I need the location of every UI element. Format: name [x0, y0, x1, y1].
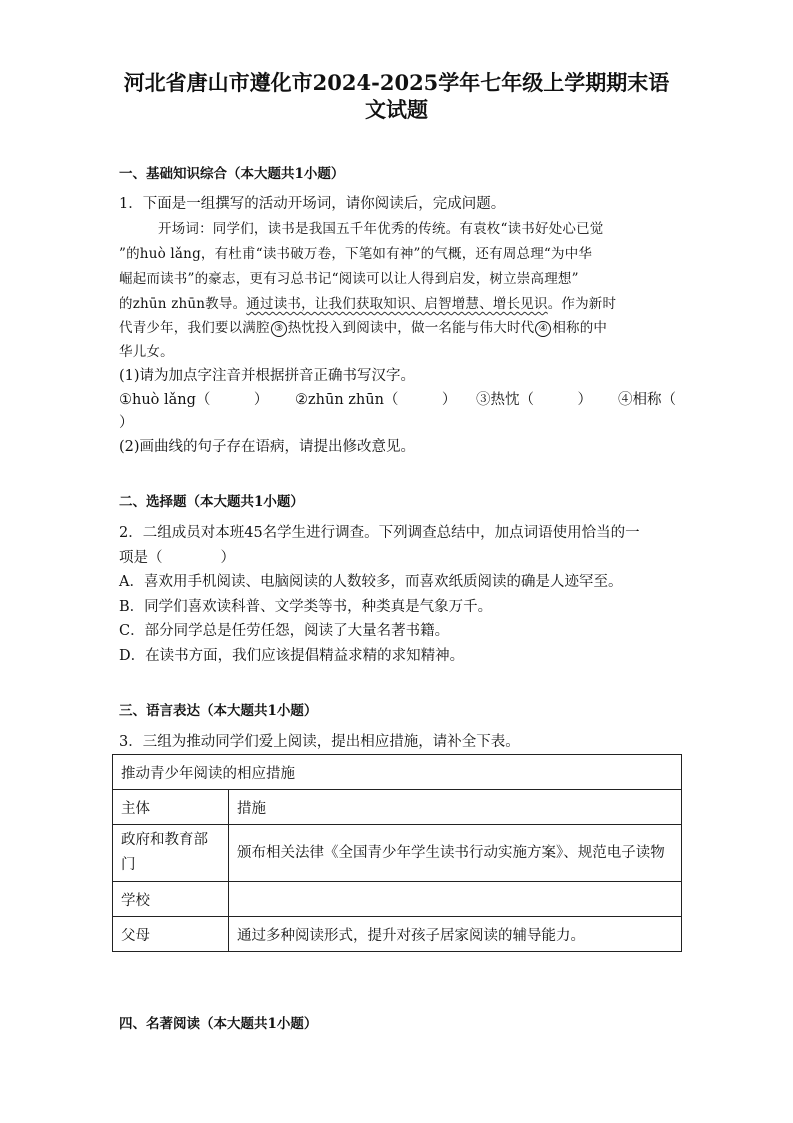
q1-passage-line: 开场词：同学们，读书是我国五千年优秀的传统。有袁枚“读书好处心已觉 [158, 221, 604, 237]
q1-passage-line: 华儿女。 [119, 344, 174, 360]
table-cell-measure: 通过多种阅读形式，提升对孩子居家阅读的辅导能力。 [229, 917, 682, 952]
doc-title-line2: 文试题 [365, 97, 428, 122]
section-heading-1: 一、基础知识综合（本大题共1小题） [119, 166, 345, 182]
q1-option-4: ④相称（ [618, 392, 676, 408]
q1-passage-line [119, 292, 616, 312]
table-cell-measure-blank [229, 882, 682, 917]
q1-passage-text: 的zhūn zhūn教导。 [119, 296, 247, 312]
table-cell-measure: 颁布相关法律《全国青少年学生读书行动实施方案》、规范电子读物 [229, 825, 682, 882]
q1-option-1: ①huò lǎng（ ） [119, 392, 269, 408]
circled-number-4: ④ [535, 321, 551, 337]
doc-title-line1: 河北省唐山市遵化市2024-2025学年七年级上学期期末语 [123, 70, 670, 95]
q2-stem: 项是（ ） [119, 550, 235, 566]
measures-table [112, 754, 682, 952]
table-cell-subject: 父母 [113, 917, 229, 952]
table-header-subject: 主体 [113, 790, 229, 825]
q2-option-c: C．部分同学总是任劳任怨，阅读了大量名著书籍。 [119, 623, 450, 639]
q1-passage-line: 崛起而读书”的豪志，更有习总书记“阅读可以让人得到启发，树立崇高理想” [119, 271, 579, 287]
section-heading-3: 三、语言表达（本大题共1小题） [119, 703, 318, 719]
q2-option-a: A．喜欢用手机阅读、电脑阅读的人数较多，而喜欢纸质阅读的确是人迹罕至。 [119, 574, 623, 590]
table-row [113, 882, 682, 917]
table-cell-subject: 学校 [113, 882, 229, 917]
q1-option-4-close: ） [119, 415, 134, 431]
section-heading-2: 二、选择题（本大题共1小题） [119, 494, 304, 510]
q2-stem: 2．二组成员对本班45名学生进行调查。下列调查总结中，加点词语使用恰当的一 [119, 525, 640, 541]
q3-stem: 3．三组为推动同学们爱上阅读，提出相应措施，请补全下表。 [119, 734, 520, 750]
section-heading-4: 四、名著阅读（本大题共1小题） [119, 1016, 318, 1032]
q1-stem: 1．下面是一组撰写的活动开场词，请你阅读后，完成问题。 [119, 196, 506, 212]
q2-option-b: B．同学们喜欢读科普、文学类等书，种类真是气象万千。 [119, 599, 493, 615]
table-cell-subject: 政府和教育部门 [113, 825, 229, 882]
q1-passage-line [119, 316, 607, 337]
q2-option-d: D．在读书方面，我们应该提倡精益求精的求知精神。 [119, 648, 465, 664]
q1-option-3: ③热忱（ ） [476, 392, 592, 408]
q1-option-2: ②zhūn zhūn（ ） [295, 392, 457, 408]
table-caption: 推动青少年阅读的相应措施 [113, 755, 682, 790]
table-row [113, 825, 682, 882]
q1-passage-text: 热忱投入到阅读中，做一名能与伟大时代 [287, 320, 535, 336]
q1-passage-line: ”的huò lǎng，有杜甫“读书破万卷，下笔如有神”的气概，还有周总理“为中华 [119, 246, 593, 262]
table-header-measure: 措施 [229, 790, 682, 825]
q1-passage-text: 。作为新时 [547, 296, 617, 312]
q1-subquestion-1: (1)请为加点字注音并根据拼音正确书写汉字。 [119, 368, 416, 384]
circled-number-3: ③ [271, 321, 287, 337]
table-header-row [113, 790, 682, 825]
wavy-underlined-sentence: 通过读书，让我们获取知识、启智增慧、增长见识 [246, 296, 548, 312]
q1-passage-text: 相称的中 [552, 320, 608, 336]
q1-passage-text: 代青少年，我们要以满腔 [119, 320, 270, 336]
q1-subquestion-2: (2)画曲线的句子存在语病，请提出修改意见。 [119, 439, 416, 455]
table-row [113, 917, 682, 952]
